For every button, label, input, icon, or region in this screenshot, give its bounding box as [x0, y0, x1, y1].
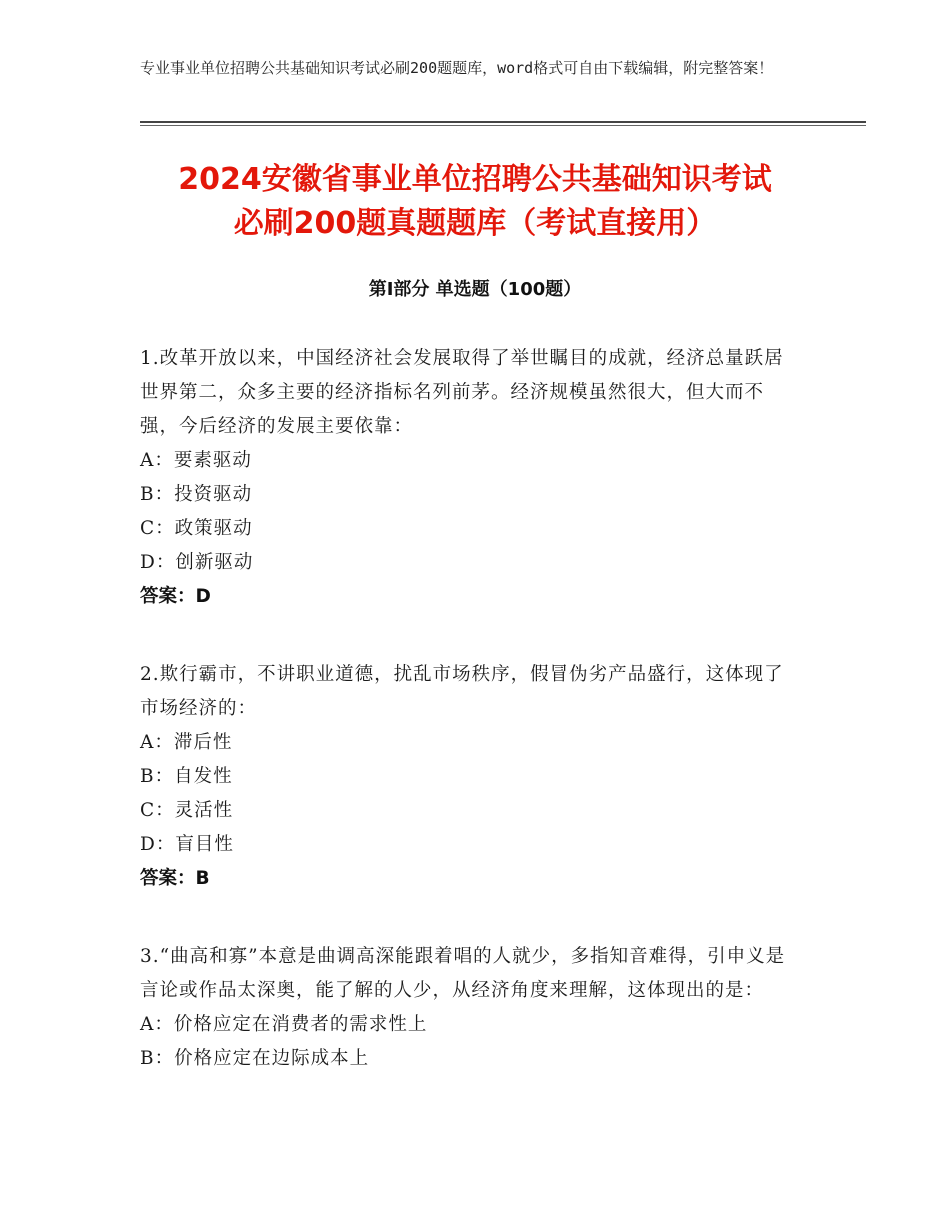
answer: 答案：D	[140, 586, 211, 607]
question-1	[140, 342, 800, 614]
option-c: C：灵活性	[140, 800, 234, 821]
header-divider-thick	[140, 121, 866, 123]
question-3	[140, 940, 800, 1076]
header-note: 专业事业单位招聘公共基础知识考试必刷200题题库，word格式可自由下载编辑，附完整答案！	[140, 59, 774, 77]
option-d: D：创新驱动	[140, 552, 254, 573]
document-title-line1: 2024安徽省事业单位招聘公共基础知识考试	[178, 162, 772, 197]
question-stem: 3.“曲高和寡”本意是曲调高深能跟着唱的人就少，多指知音难得，引申义是言论或作品太深奥，能了解的人少，从经济角度来理解，这体现出的是：	[140, 946, 786, 1001]
answer: 答案：B	[140, 868, 210, 889]
section-title: 第Ⅰ部分 单选题（100题）	[368, 279, 582, 300]
question-list	[140, 342, 800, 1120]
option-b: B：价格应定在边际成本上	[140, 1048, 370, 1069]
question-2	[140, 658, 800, 896]
question-stem: 2.欺行霸市，不讲职业道德，扰乱市场秩序，假冒伪劣产品盛行，这体现了市场经济的：	[140, 664, 784, 719]
option-a: A：要素驱动	[140, 450, 252, 471]
option-b: B：投资驱动	[140, 484, 253, 505]
document-title	[120, 158, 830, 246]
option-d: D：盲目性	[140, 834, 234, 855]
option-b: B：自发性	[140, 766, 233, 787]
option-a: A：价格应定在消费者的需求性上	[140, 1014, 428, 1035]
document-title-line2: 必刷200题真题题库（考试直接用）	[233, 206, 717, 241]
option-c: C：政策驱动	[140, 518, 253, 539]
option-a: A：滞后性	[140, 732, 233, 753]
question-stem: 1.改革开放以来，中国经济社会发展取得了举世瞩目的成就，经济总量跃居世界第二，众多主要的经济指标名列前茅。经济规模虽然很大，但大而不强，今后经济的发展主要依靠：	[140, 348, 784, 437]
header-divider-thin	[140, 125, 866, 126]
